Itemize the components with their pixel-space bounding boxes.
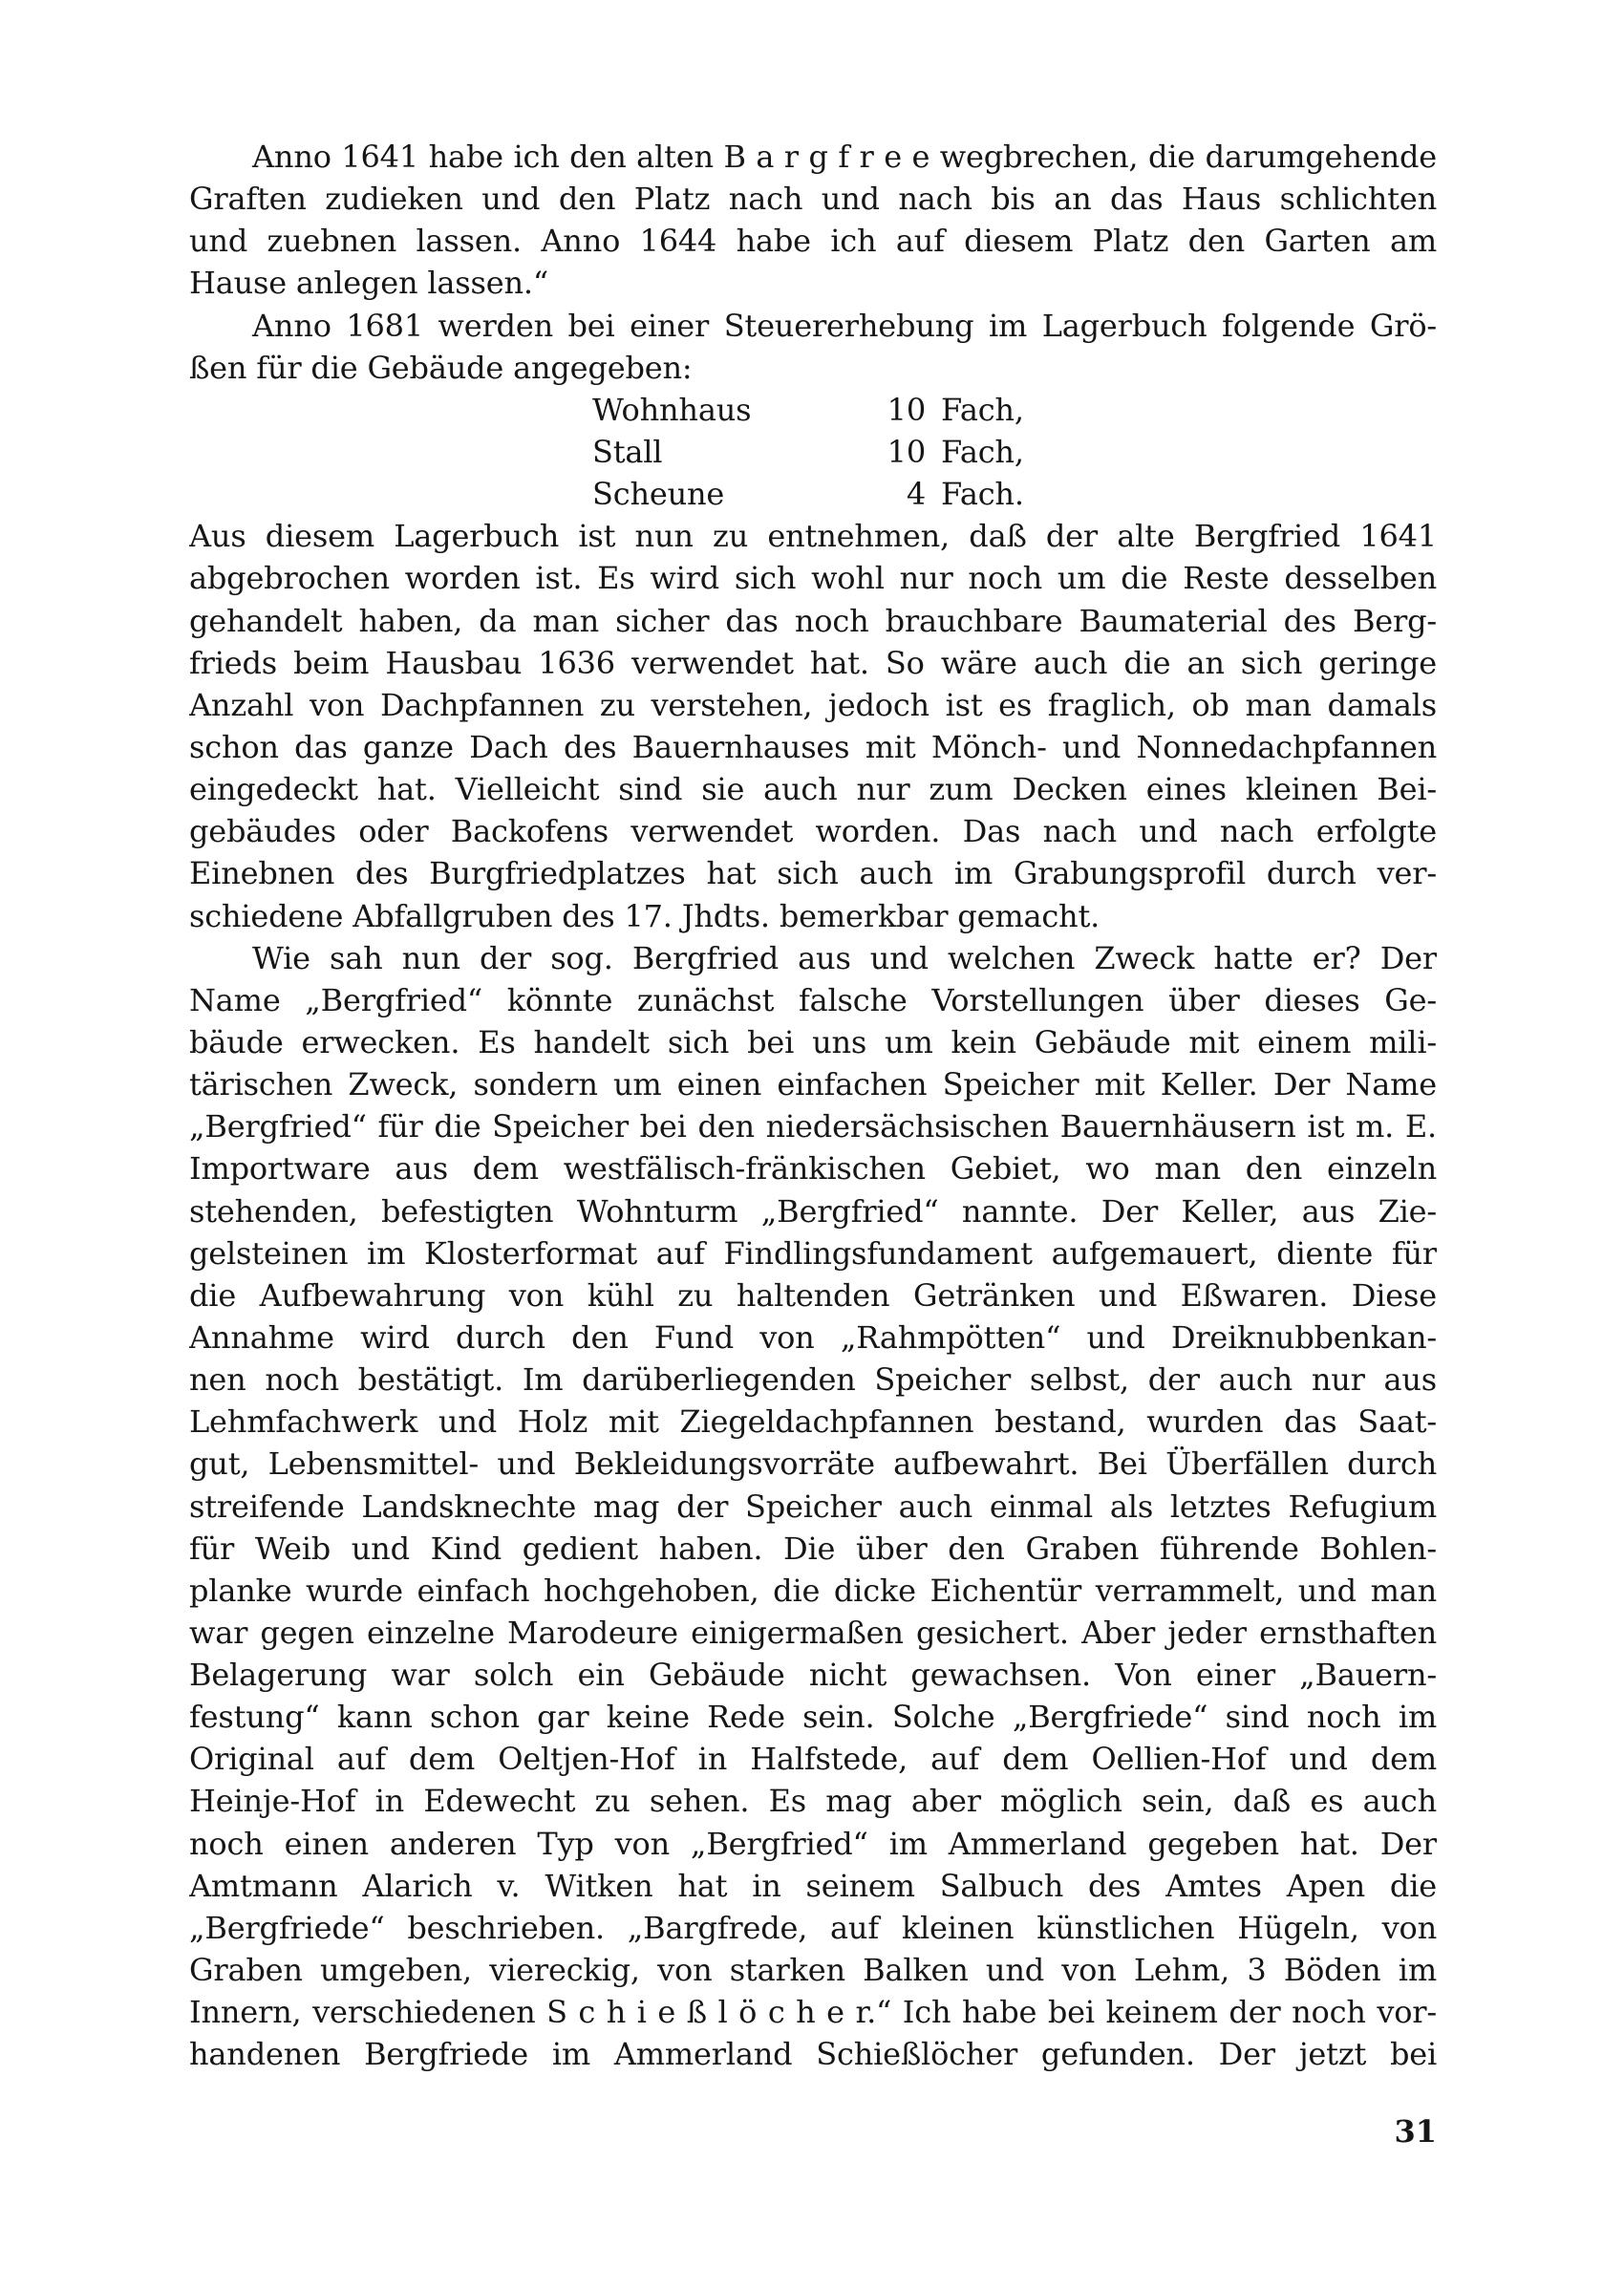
text-line: Aus diesem Lagerbuch ist nun zu entnehmen, daß der alte Bergfried 1641 xyxy=(189,518,1437,555)
text-line: noch einen anderen Typ von „Bergfried“ im Ammerland gegeben hat. Der xyxy=(189,1825,1437,1862)
text-line: Name „Bergfried“ könnte zunächst falsche Vorstellungen über dieses Ge- xyxy=(189,981,1437,1018)
text-line: bäude erwecken. Es handelt sich bei uns um kein Gebäude mit einem mili- xyxy=(189,1023,1437,1060)
text-line: die Aufbewahrung von kühl zu haltenden Getränken und Eßwaren. Diese xyxy=(189,1276,1437,1314)
text-line: Anno 1641 habe ich den alten B a r g f r e e wegbrechen, die darumgehende xyxy=(252,139,1437,175)
text-line: planke wurde einfach hochgehoben, die dicke Eichentür verrammelt, und man xyxy=(189,1572,1437,1609)
text-line: Amtmann Alarich v. Witken hat in seinem Salbuch des Amtes Apen die xyxy=(189,1867,1437,1904)
table-row xyxy=(189,473,1437,515)
building-name: Scheune xyxy=(592,476,725,513)
text-line: nen noch bestätigt. Im darüberliegenden Speicher selbst, der auch nur aus xyxy=(189,1361,1437,1399)
text-line: Einebnen des Burgfriedplatzes hat sich auch im Grabungsprofil durch ver- xyxy=(189,855,1437,892)
fach-unit: Fach, xyxy=(941,391,1024,428)
text-line: gelsteinen im Klosterformat auf Findlingsfundament aufgemauert, diente für xyxy=(189,1234,1437,1272)
text-line: Anzahl von Dachpfannen zu verstehen, jedoch ist es fraglich, ob man damals xyxy=(189,686,1437,723)
text-line: Innern, verschiedenen S c h i e ß l ö c h e r.“ Ich habe bei keinem der noch vor- xyxy=(189,1994,1437,2031)
fach-unit: Fach. xyxy=(941,476,1024,513)
text-line: Graften zudieken und den Platz nach und nach bis an das Haus schlichten xyxy=(189,181,1437,218)
text-line: gut, Lebensmittel- und Bekleidungsvorräte aufbewahrt. Bei Überfällen durch xyxy=(189,1445,1437,1483)
text-line: handenen Bergfriede im Ammerland Schießlöcher gefunden. Der jetzt bei xyxy=(189,2036,1437,2073)
text-line: frieds beim Hausbau 1636 verwendet hat. So wäre auch die an sich geringe xyxy=(189,644,1437,681)
table-row xyxy=(189,431,1437,473)
text-line: und zuebnen lassen. Anno 1644 habe ich auf diesem Platz den Garten am xyxy=(189,223,1437,260)
text-line: Importware aus dem westfälisch-fränkischen Gebiet, wo man den einzeln xyxy=(189,1150,1437,1188)
body-text xyxy=(189,136,1437,2075)
text-line: ßen für die Gebäude angegeben: xyxy=(189,349,693,386)
text-line: eingedeckt hat. Vielleicht sind sie auch nur zum Decken eines kleinen Bei- xyxy=(189,771,1437,808)
text-line: schon das ganze Dach des Bauernhauses mit Mönch- und Nonnedachpfannen xyxy=(189,728,1437,765)
text-line: streifende Landsknechte mag der Speicher auch einmal als letztes Refugium xyxy=(189,1487,1437,1525)
text-line: gebäudes oder Backofens verwendet worden. Das nach und nach erfolgte xyxy=(189,813,1437,850)
fach-count: 4 xyxy=(906,476,926,513)
text-line: Anno 1681 werden bei einer Steuererhebung im Lagerbuch folgende Grö- xyxy=(252,307,1437,344)
fach-count: 10 xyxy=(887,391,926,428)
page-number: 31 xyxy=(1394,2113,1437,2150)
table-row xyxy=(189,389,1437,431)
text-line: Heinje-Hof in Edewecht zu sehen. Es mag aber möglich sein, daß es auch xyxy=(189,1783,1437,1820)
text-line: tärischen Zweck, sondern um einen einfachen Speicher mit Keller. Der Name xyxy=(189,1066,1437,1103)
fach-count: 10 xyxy=(887,433,926,470)
text-line: abgebrochen worden ist. Es wird sich wohl nur noch um die Reste desselben xyxy=(189,560,1437,597)
text-line: Annahme wird durch den Fund von „Rahmpötten“ und Dreiknubbenkan- xyxy=(189,1318,1437,1356)
text-line: schiedene Abfallgruben des 17. Jhdts. bemerkbar gemacht. xyxy=(189,897,1100,934)
text-line: Hause anlegen lassen.“ xyxy=(189,265,549,302)
building-size-table xyxy=(189,389,1437,515)
building-name: Stall xyxy=(592,433,663,470)
fach-unit: Fach, xyxy=(941,433,1024,470)
text-line: gehandelt haben, da man sicher das noch brauchbare Baumaterial des Berg- xyxy=(189,602,1437,639)
text-line: Graben umgeben, viereckig, von starken Balken und von Lehm, 3 Böden im xyxy=(189,1952,1437,1989)
text-block-top xyxy=(189,136,1437,389)
text-line: stehenden, befestigten Wohnturm „Bergfried“ nannte. Der Keller, aus Zie- xyxy=(189,1192,1437,1230)
text-line: war gegen einzelne Marodeure einigermaßen gesichert. Aber jeder ernsthaften xyxy=(189,1614,1437,1651)
text-line: festung“ kann schon gar keine Rede sein. Solche „Bergfriede“ sind noch im xyxy=(189,1699,1437,1736)
text-line: für Weib und Kind gedient haben. Die über den Graben führende Bohlen- xyxy=(189,1530,1437,1567)
text-line: Wie sah nun der sog. Bergfried aus und welchen Zweck hatte er? Der xyxy=(252,939,1437,976)
building-name: Wohnhaus xyxy=(592,391,752,428)
text-line: „Bergfriede“ beschrieben. „Bargfrede, auf kleinen künstlichen Hügeln, von xyxy=(189,1909,1437,1946)
text-line: „Bergfried“ für die Speicher bei den niedersächsischen Bauernhäusern ist m. E. xyxy=(189,1108,1437,1145)
text-line: Belagerung war solch ein Gebäude nicht gewachsen. Von einer „Bauern- xyxy=(189,1657,1437,1694)
text-line: Lehmfachwerk und Holz mit Ziegeldachpfannen bestand, wurden das Saat- xyxy=(189,1403,1437,1441)
text-block-bottom xyxy=(189,515,1437,2075)
text-line: Original auf dem Oeltjen-Hof in Halfstede, auf dem Oellien-Hof und dem xyxy=(189,1741,1437,1778)
